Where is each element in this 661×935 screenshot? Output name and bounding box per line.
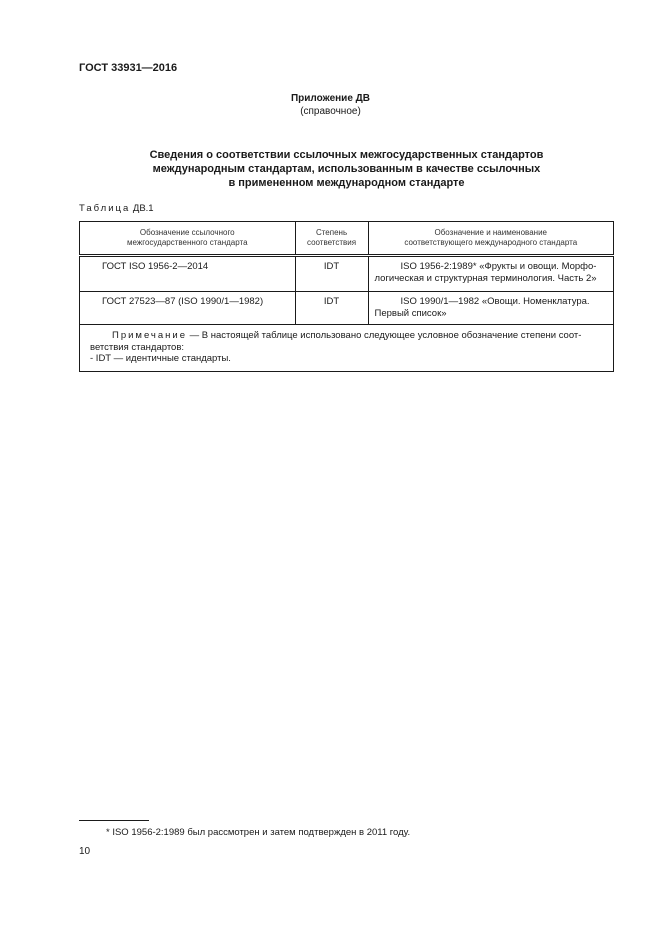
- table-caption: [79, 203, 154, 214]
- cell-international: [368, 256, 613, 292]
- table-header-row: [80, 222, 614, 256]
- section-title: [79, 148, 614, 190]
- cell-international: [368, 292, 613, 325]
- header-international: [368, 222, 613, 256]
- table-row: [80, 292, 614, 325]
- cell-standard: ГОСТ ISO 1956-2—2014: [80, 256, 296, 292]
- header-degree-line: Степень: [315, 228, 348, 237]
- note-line: [90, 330, 607, 342]
- document-code: ГОСТ 33931—2016: [79, 62, 178, 74]
- table-row: [80, 256, 614, 292]
- header-degree-line: соответствия: [306, 238, 357, 247]
- table-caption-word: Таблица: [79, 203, 131, 214]
- table-note-row: [80, 325, 614, 372]
- table-note: [80, 325, 614, 372]
- header-degree: [295, 222, 368, 256]
- cell-international-line: ISO 1956-2:1989* «Фрукты и овощи. Морфо-: [400, 261, 597, 272]
- appendix-subtitle: (справочное): [300, 106, 361, 117]
- note-line: ветствия стандартов:: [90, 341, 185, 353]
- note-line: - IDT — идентичные стандарты.: [90, 353, 231, 364]
- header-international-line: соответствующего международного стандарта: [404, 238, 578, 247]
- footnote: * ISO 1956-2:1989 был рассмотрен и затем подтвержден в 2011 году.: [106, 827, 411, 838]
- section-title-line: в примененном международном стандарте: [228, 177, 465, 189]
- header-standard-line: межгосударственного стандарта: [127, 238, 248, 247]
- page-number: 10: [79, 846, 91, 857]
- section-title-line: Сведения о соответствии ссылочных межгосударственных стандартов: [149, 149, 544, 161]
- header-international-line: Обозначение и наименование: [434, 228, 547, 237]
- cell-standard: ГОСТ 27523—87 (ISO 1990/1—1982): [80, 292, 296, 325]
- cell-degree: IDT: [295, 256, 368, 292]
- note-label: Примечание: [112, 330, 187, 341]
- header-standard-line: Обозначение ссылочного: [139, 228, 235, 237]
- reference-table: [79, 221, 614, 372]
- cell-international-line: Первый список»: [374, 308, 447, 319]
- appendix-title: Приложение ДВ: [290, 93, 371, 104]
- section-title-line: международным стандартам, использованным в качестве ссылочных: [152, 163, 541, 175]
- footnote-divider: [79, 820, 149, 821]
- cell-international-line: ISO 1990/1—1982 «Овощи. Номенклатура.: [400, 296, 590, 307]
- table-caption-id: ДВ.1: [132, 203, 154, 214]
- cell-degree: IDT: [295, 292, 368, 325]
- appendix-heading: [0, 92, 661, 118]
- note-text: — В настоящей таблице использовано следующее условное обозначение степени соот-: [187, 330, 582, 341]
- cell-international-line: логическая и структурная терминология. Часть 2»: [374, 273, 597, 284]
- header-standard: [80, 222, 296, 256]
